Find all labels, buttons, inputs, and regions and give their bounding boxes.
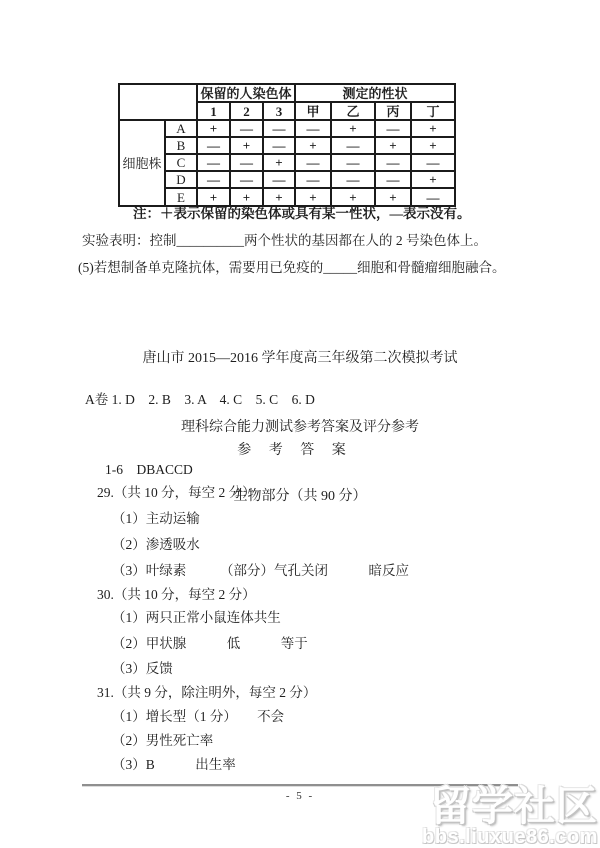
table-cell: — bbox=[230, 154, 263, 171]
col-header: 1 bbox=[197, 102, 230, 120]
table-cell: — bbox=[295, 171, 331, 188]
col-header: 丁 bbox=[411, 102, 455, 120]
watermark-url-text: bbs.liuxue86.com bbox=[422, 826, 598, 848]
table-cell: — bbox=[375, 154, 411, 171]
answer-line: （1）增长型（1 分） 不会 bbox=[112, 709, 285, 724]
watermark bbox=[422, 783, 598, 848]
table-cell: — bbox=[295, 154, 331, 171]
row-label: E bbox=[165, 188, 197, 206]
table-cell: + bbox=[411, 120, 455, 137]
row-label: D bbox=[165, 171, 197, 188]
row-group-label: 细胞株 bbox=[119, 120, 165, 206]
table-cell: — bbox=[411, 154, 455, 171]
page-number: - 5 - bbox=[285, 790, 315, 802]
answer-line: 30.（共 10 分，每空 2 分） bbox=[97, 587, 256, 602]
table-cell: — bbox=[230, 171, 263, 188]
col-header: 丙 bbox=[375, 102, 411, 120]
table-cell: — bbox=[197, 171, 230, 188]
table-cell: — bbox=[331, 137, 375, 154]
table-row bbox=[119, 154, 455, 171]
table-cell: — bbox=[331, 171, 375, 188]
answer-line: （2）男性死亡率 bbox=[112, 733, 214, 748]
table-cell: + bbox=[411, 171, 455, 188]
group-header-chromosomes: 保留的人染色体 bbox=[197, 84, 295, 102]
col-header: 乙 bbox=[331, 102, 375, 120]
table-row bbox=[119, 120, 455, 137]
table-cell: + bbox=[197, 188, 230, 206]
table-row bbox=[119, 137, 455, 154]
watermark-logo-text: 留学社区 bbox=[430, 783, 598, 829]
table-cell: — bbox=[411, 188, 455, 206]
cell-strain-table-wrap bbox=[118, 83, 456, 207]
row-label: B bbox=[165, 137, 197, 154]
answer-line: （3）反馈 bbox=[112, 661, 173, 676]
empty-corner-cell bbox=[119, 84, 197, 120]
table-cell: + bbox=[263, 188, 295, 206]
table-cell: + bbox=[411, 137, 455, 154]
table-cell: — bbox=[331, 154, 375, 171]
table-note: 注：＋表示保留的染色体或具有某一性状，—表示没有。 bbox=[133, 206, 471, 221]
table-row bbox=[119, 188, 455, 206]
table-cell: — bbox=[197, 137, 230, 154]
table-cell: + bbox=[295, 137, 331, 154]
table-cell: + bbox=[263, 154, 295, 171]
row-label: A bbox=[165, 120, 197, 137]
table-cell: + bbox=[197, 120, 230, 137]
table-cell: — bbox=[263, 137, 295, 154]
col-header: 甲 bbox=[295, 102, 331, 120]
table-cell: + bbox=[295, 188, 331, 206]
group-header-traits: 测定的性状 bbox=[295, 84, 455, 102]
table-cell: — bbox=[375, 171, 411, 188]
table-cell: + bbox=[375, 137, 411, 154]
answer-line: 1-6 DBACCD bbox=[105, 462, 193, 477]
table-cell: — bbox=[375, 120, 411, 137]
answer-line: （3）叶绿素 （部分）气孔关闭 暗反应 bbox=[112, 563, 409, 578]
answer-line: 29.（共 10 分，每空 2 分） bbox=[97, 485, 256, 500]
answer-line: （2）渗透吸水 bbox=[112, 537, 200, 552]
answer-line: （3）B 出生率 bbox=[112, 757, 236, 772]
table-cell: — bbox=[263, 171, 295, 188]
experiment-statement-line: 实验表明：控制__________两个性状的基因都在人的 2 号染色体上。 bbox=[82, 233, 487, 248]
answer-line: 31.（共 9 分，除注明外，每空 2 分） bbox=[97, 685, 317, 700]
reference-answers-heading: 参 考 答 案 bbox=[237, 443, 353, 458]
exam-title-line3: 生物部分（共 90 分） bbox=[233, 489, 367, 504]
answer-line: （2）甲状腺 低 等于 bbox=[112, 636, 308, 651]
cell-strain-table bbox=[118, 83, 456, 207]
col-header: 3 bbox=[263, 102, 295, 120]
question-item-5: (5)若想制备单克隆抗体，需要用已免疫的_____细胞和骨髓瘤细胞融合。 bbox=[78, 260, 506, 275]
a-volume-answers-line: A卷 1. D 2. B 3. A 4. C 5. C 6. D bbox=[85, 392, 315, 407]
table-cell: — bbox=[295, 120, 331, 137]
table-cell: + bbox=[375, 188, 411, 206]
table-cell: — bbox=[197, 154, 230, 171]
table-cell: — bbox=[230, 120, 263, 137]
table-cell: + bbox=[230, 188, 263, 206]
exam-title-block bbox=[0, 301, 600, 554]
table-row bbox=[119, 171, 455, 188]
answer-line: （1）两只正常小鼠连体共生 bbox=[112, 610, 281, 625]
table-cell: + bbox=[331, 120, 375, 137]
table-cell: + bbox=[331, 188, 375, 206]
col-header: 2 bbox=[230, 102, 263, 120]
table-cell: + bbox=[230, 137, 263, 154]
row-label: C bbox=[165, 154, 197, 171]
answer-line: （1）主动运输 bbox=[112, 511, 200, 526]
table-cell: — bbox=[263, 120, 295, 137]
exam-title-line2: 理科综合能力测试参考答案及评分参考 bbox=[181, 420, 419, 435]
exam-title-line1: 唐山市 2015—2016 学年度高三年级第二次模拟考试 bbox=[142, 351, 458, 366]
